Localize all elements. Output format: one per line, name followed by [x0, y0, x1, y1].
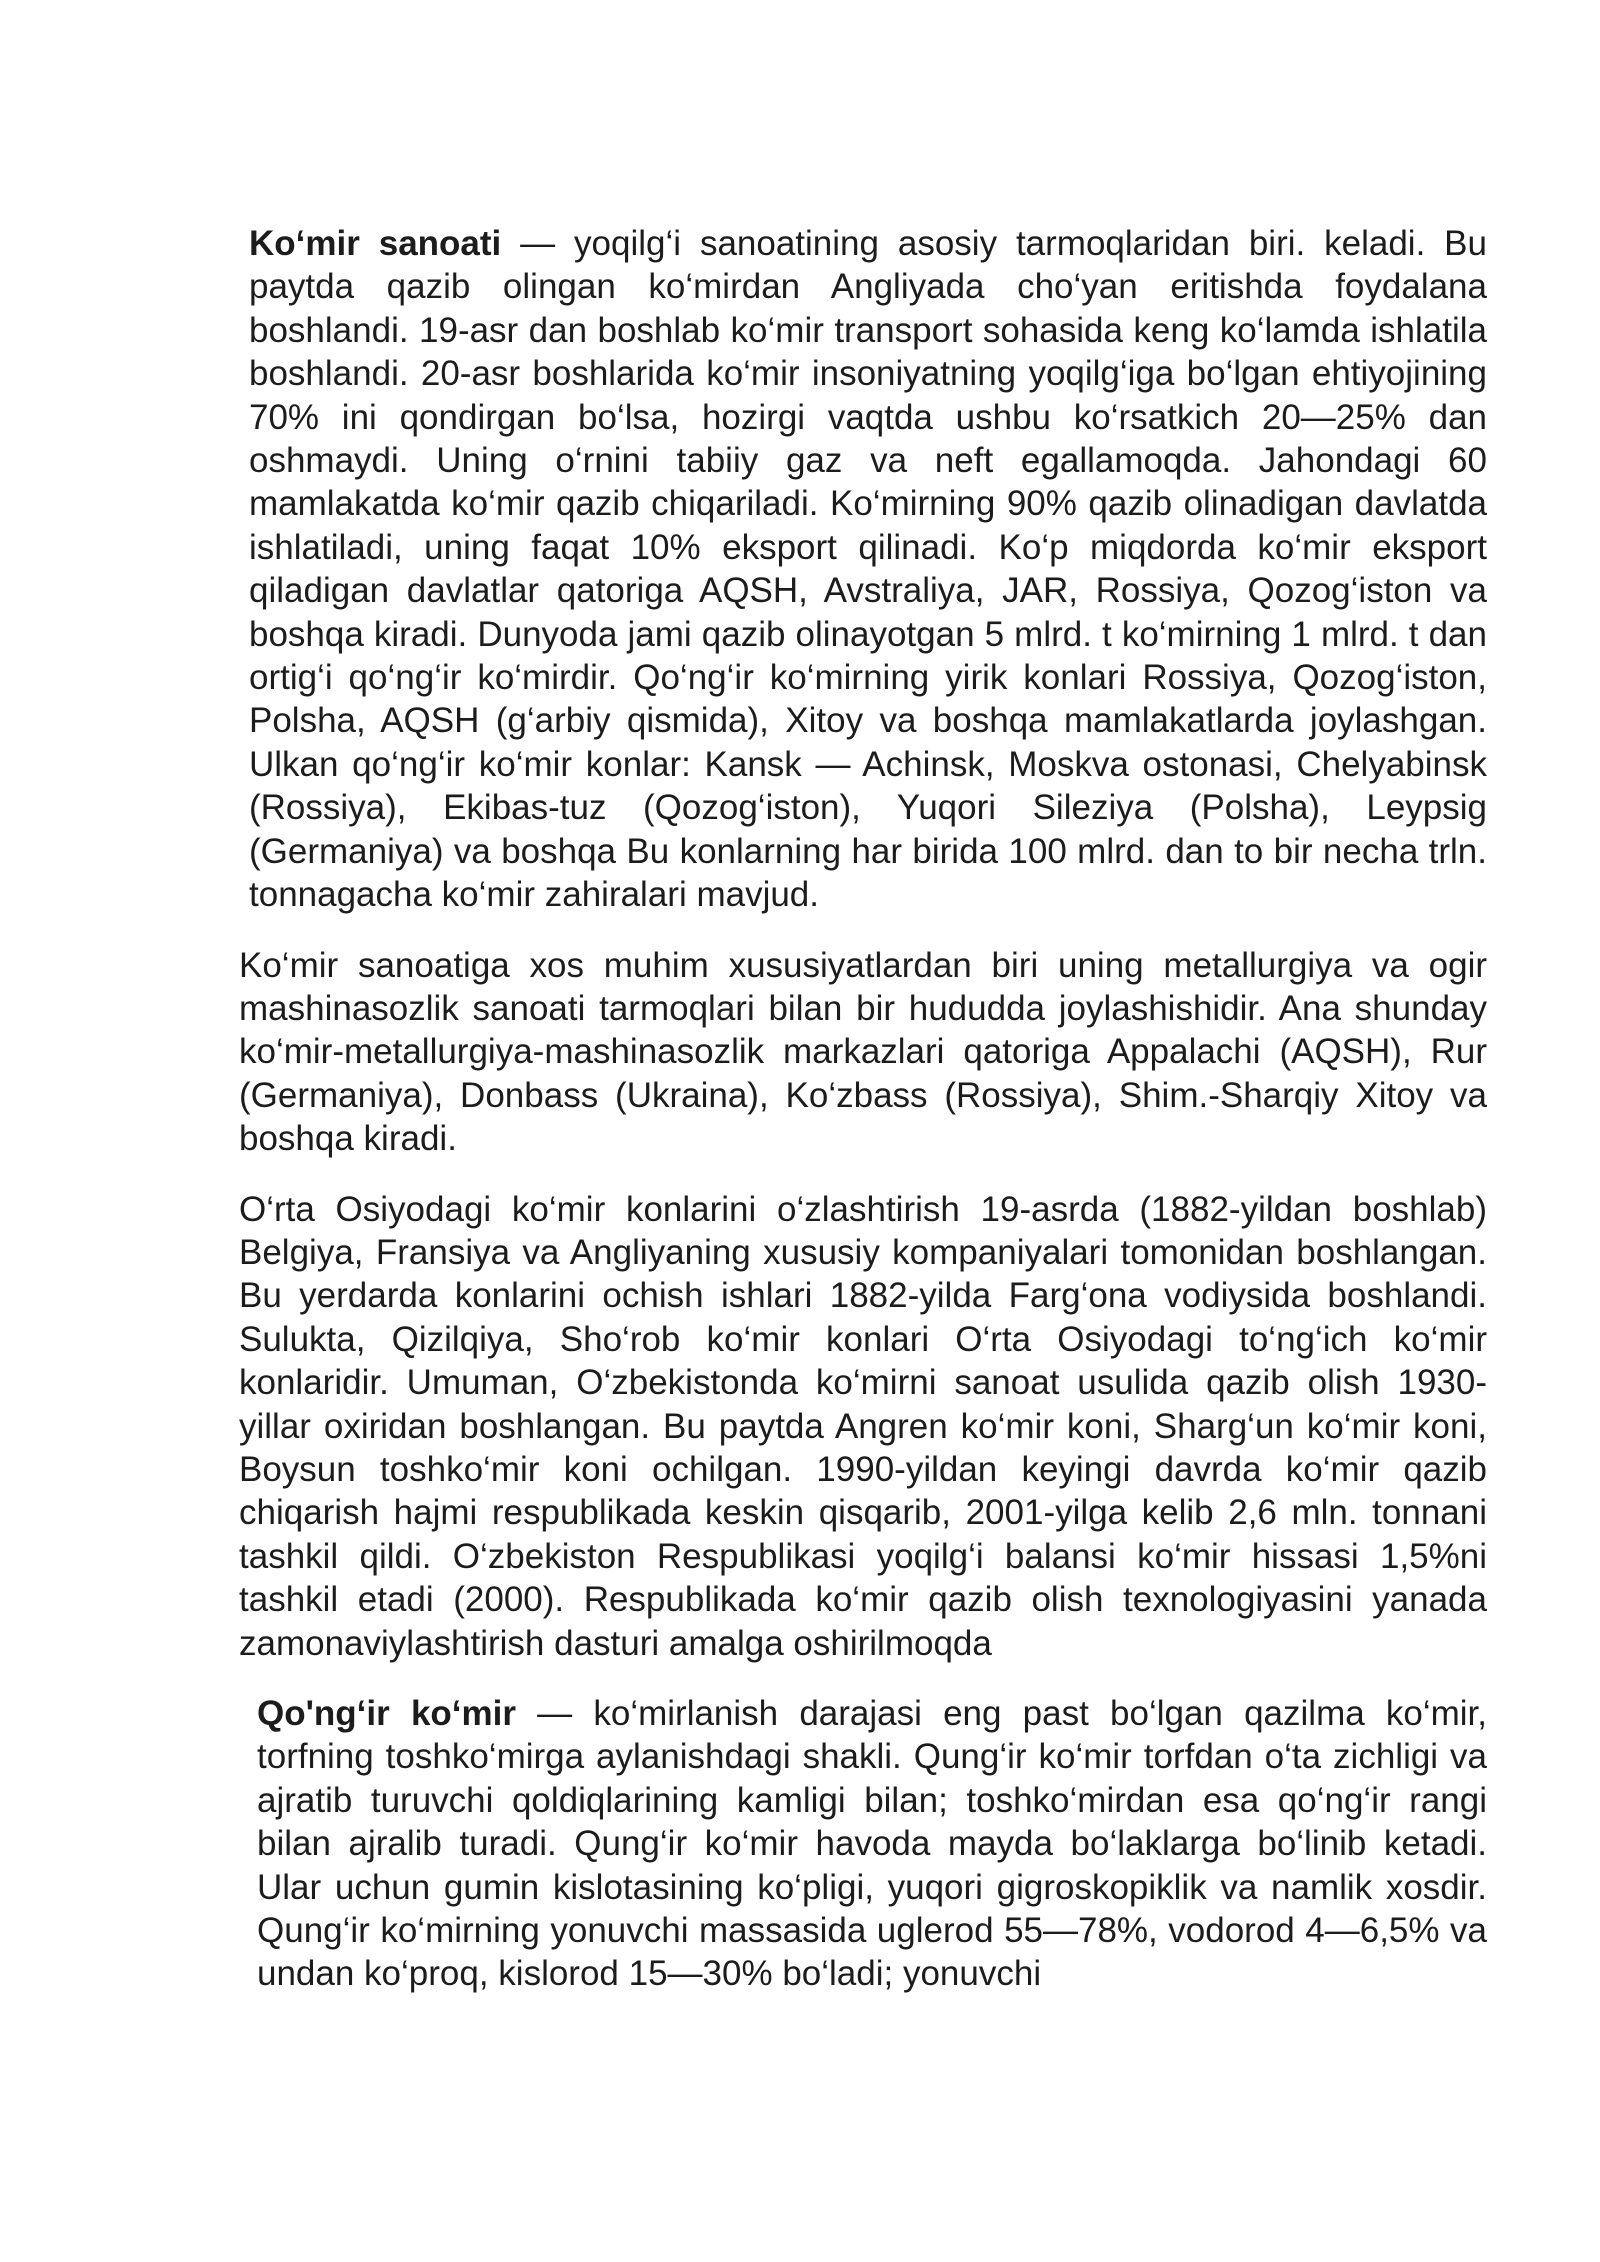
- paragraph-text: Ko‘mir sanoatiga xos muhim xususiyatlardan biri uning metallurgiya va ogir mashinasozlik sanoati tarmoqlari bilan bir hududda joylashishidir. Ana shunday ko‘mir-metallurgiya-mashinasozlik markazlari qatoriga Appalachi (AQSH), Rur (Germaniya), Donbass (Ukraina), Ko‘zbass (Rossiya), Shim.-Sharqiy Xitoy va boshqa kiradi.: [239, 945, 1487, 1159]
- paragraph-qongir-komir: [229, 1692, 1487, 1996]
- term-komir-sanoati: Ko‘mir sanoati: [249, 224, 502, 263]
- paragraph-metallurgiya: [229, 944, 1487, 1161]
- paragraph-text: O‘rta Osiyodagi ko‘mir konlarini o‘zlashtirish 19-asrda (1882-yildan boshlab) Belgiya, Fransiya va Angliyaning xususiy kompaniyalari tomonidan boshlangan. Bu yerdarda konlarini ochish ishlari 1882-yilda Farg‘ona vodiysida boshlandi. Sulukta, Qizilqiya, Sho‘rob ko‘mir konlari O‘rta Osiyodagi to‘ng‘ich ko‘mir konlaridir. Umuman, O‘zbekistonda ko‘mirni sanoat usulida qazib olish 1930-yillar oxiridan boshlangan. Bu paytda Angren ko‘mir koni, Sharg‘un ko‘mir koni, Boysun toshko‘mir koni ochilgan. 1990-yildan keyingi davrda ko‘mir qazib chiqarish hajmi respublikada keskin qisqarib, 2001-yilga kelib 2,6 mln. tonnani tashkil qildi. O‘zbekiston Respublikasi yoqilg‘i balansi ko‘mir hissasi 1,5%ni tashkil etadi (2000). Respublikada ko‘mir qazib olish texnologiyasini yanada zamonaviylashtirish dasturi amalga oshirilmoqda: [239, 1189, 1487, 1663]
- term-qongir-komir: Qo'ng‘ir ko‘mir: [257, 1694, 516, 1733]
- paragraph-komir-sanoati: [229, 222, 1487, 917]
- paragraph-text: — yoqilg‘i sanoatining asosiy tarmoqlaridan biri. keladi. Bu paytda qazib olingan ko‘mirdan Angliyada cho‘yan eritishda foydalana boshlandi. 19-asr dan boshlab ko‘mir transport sohasida keng ko‘lamda ishlatila boshlandi. 20-asr boshlarida ko‘mir insoniyatning yoqilg‘iga bo‘lgan ehtiyojining 70% ini qondirgan bo‘lsa, hozirgi vaqtda ushbu ko‘rsatkich 20—25% dan oshmaydi. Uning o‘rnini tabiiy gaz va neft egallamoqda. Jahondagi 60 mamlakatda ko‘mir qazib chiqariladi. Ko‘mirning 90% qazib olinadigan davlatda ishlatiladi, uning faqat 10% eksport qilinadi. Ko‘p miqdorda ko‘mir eksport qiladigan davlatlar qatoriga AQSH, Avstraliya, JAR, Rossiya, Qozog‘iston va boshqa kiradi. Dunyoda jami qazib olinayotgan 5 mlrd. t ko‘mirning 1 mlrd. t dan ortig‘i qo‘ng‘ir ko‘mirdir. Qo‘ng‘ir ko‘mirning yirik konlari Rossiya, Qozog‘iston, Polsha, AQSH (g‘arbiy qismida), Xitoy va boshqa mamlakatlarda joylashgan. Ulkan qo‘ng‘ir ko‘mir konlar: Kansk — Achinsk, Moskva ostonasi, Chelyabinsk (Rossiya), Ekibas-tuz (Qozog‘iston), Yuqori Sileziya (Polsha), Leypsig (Germaniya) va boshqa Bu konlarning har birida 100 mlrd. dan to bir necha trln. tonnagacha ko‘mir zahiralari mavjud.: [249, 224, 1487, 915]
- paragraph-orta-osiyo: [229, 1188, 1487, 1665]
- paragraph-text: — ko‘mirlanish darajasi eng past bo‘lgan qazilma ko‘mir, torfning toshko‘mirga aylanishdagi shakli. Qung‘ir ko‘mir torfdan o‘ta zichligi va ajratib turuvchi qoldiqlarining kamligi bilan; toshko‘mirdan esa qo‘ng‘ir rangi bilan ajralib turadi. Qung‘ir ko‘mir havoda mayda bo‘laklarga bo‘linib ketadi. Ular uchun gumin kislotasining ko‘pligi, yuqori gigroskopiklik va namlik xosdir. Qung‘ir ko‘mirning yonuvchi massasida uglerod 55—78%, vodorod 4—6,5% va undan ko‘proq, kislorod 15—30% bo‘ladi; yonuvchi: [257, 1694, 1487, 1994]
- document-page: [229, 222, 1487, 1996]
